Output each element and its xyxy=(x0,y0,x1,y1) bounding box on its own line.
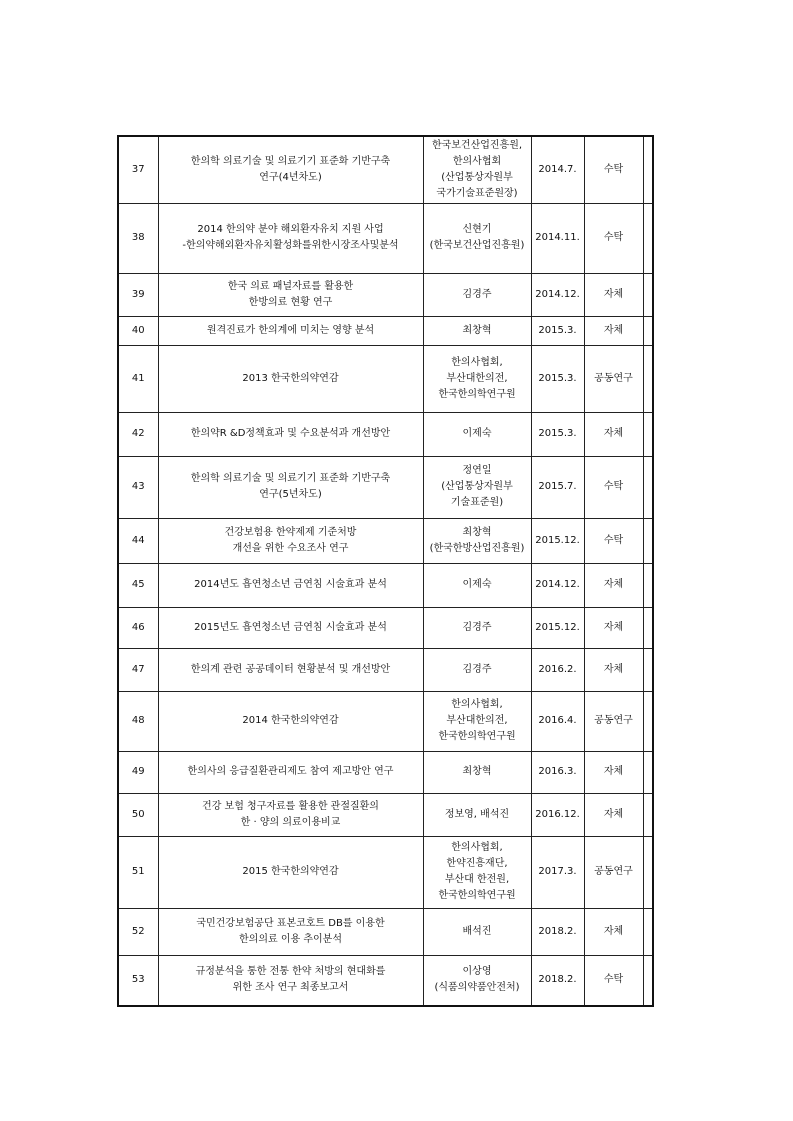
completion-date: 2015.7. xyxy=(531,456,584,518)
researcher-org-line: 이상영 xyxy=(462,966,492,978)
researcher-org-line: 김경주 xyxy=(462,288,492,300)
row-number: 50 xyxy=(118,793,158,836)
row-number: 44 xyxy=(118,518,158,563)
research-type: 공동연구 xyxy=(584,836,643,908)
project-title-line: 한의약R &D정책효과 및 수요분석과 개선방안 xyxy=(190,428,391,439)
completion-date: 2014.7. xyxy=(531,136,584,203)
project-title-line: 한방의료 현황 연구 xyxy=(248,296,333,308)
researcher-org xyxy=(423,412,531,456)
researcher-org-line: 김경주 xyxy=(462,663,492,675)
research-type: 자체 xyxy=(584,607,643,648)
table-row xyxy=(118,203,653,273)
researcher-org-line: 한약진흥재단, xyxy=(446,858,508,869)
researcher-org-line: 이제숙 xyxy=(462,428,492,439)
researcher-org-line: 최창혁 xyxy=(462,526,492,538)
researcher-org xyxy=(423,955,531,1006)
researcher-org-line: 기술표준원) xyxy=(450,497,504,508)
project-title-line: 국민건강보험공단 표본코호트 DB를 이용한 xyxy=(196,917,385,929)
project-title xyxy=(158,751,423,793)
extra-cell xyxy=(643,751,653,793)
row-number: 47 xyxy=(118,648,158,691)
project-title xyxy=(158,563,423,607)
project-title-line: 위한 조사 연구 최종보고서 xyxy=(232,982,349,994)
project-title xyxy=(158,412,423,456)
table-row xyxy=(118,136,653,203)
completion-date: 2018.2. xyxy=(531,908,584,955)
project-title xyxy=(158,273,423,316)
research-type: 자체 xyxy=(584,793,643,836)
table-row xyxy=(118,908,653,955)
completion-date: 2014.12. xyxy=(531,273,584,316)
extra-cell xyxy=(643,203,653,273)
research-type: 수탁 xyxy=(584,136,643,203)
extra-cell xyxy=(643,136,653,203)
researcher-org xyxy=(423,456,531,518)
researcher-org xyxy=(423,607,531,648)
research-type: 자체 xyxy=(584,412,643,456)
research-type: 공동연구 xyxy=(584,691,643,751)
researcher-org-line: (한국한방산업진흥원) xyxy=(429,542,525,554)
researcher-org xyxy=(423,518,531,563)
table-row xyxy=(118,691,653,751)
research-type: 공동연구 xyxy=(584,345,643,412)
completion-date: 2014.11. xyxy=(531,203,584,273)
project-title xyxy=(158,136,423,203)
completion-date: 2015.12. xyxy=(531,607,584,648)
researcher-org xyxy=(423,691,531,751)
completion-date: 2016.2. xyxy=(531,648,584,691)
researcher-org xyxy=(423,563,531,607)
researcher-org xyxy=(423,136,531,203)
extra-cell xyxy=(643,345,653,412)
researcher-org-line: 배석진 xyxy=(462,925,492,937)
research-type: 수탁 xyxy=(584,456,643,518)
extra-cell xyxy=(643,648,653,691)
project-title-line: 규정분석을 통한 전통 한약 처방의 현대화를 xyxy=(195,966,386,978)
row-number: 48 xyxy=(118,691,158,751)
project-title-line: 연구(4년차도) xyxy=(259,171,322,183)
researcher-org-line: (한국보건산업진흥원) xyxy=(429,240,525,251)
table-row xyxy=(118,412,653,456)
row-number: 49 xyxy=(118,751,158,793)
table-row xyxy=(118,518,653,563)
table-row xyxy=(118,751,653,793)
researcher-org-line: (식품의약품안전처) xyxy=(434,982,520,994)
table-row xyxy=(118,456,653,518)
extra-cell xyxy=(643,908,653,955)
researcher-org-line: 한의사협회, xyxy=(451,356,503,368)
table-row xyxy=(118,955,653,1006)
completion-date: 2016.12. xyxy=(531,793,584,836)
project-title-line: 건강보험용 한약제제 기준처방 xyxy=(224,526,357,538)
row-number: 53 xyxy=(118,955,158,1006)
researcher-org xyxy=(423,908,531,955)
research-type: 자체 xyxy=(584,648,643,691)
extra-cell xyxy=(643,691,653,751)
extra-cell xyxy=(643,412,653,456)
row-number: 46 xyxy=(118,607,158,648)
extra-cell xyxy=(643,316,653,345)
extra-cell xyxy=(643,456,653,518)
researcher-org-line: 정연일 xyxy=(462,465,492,476)
researcher-org xyxy=(423,316,531,345)
researcher-org xyxy=(423,203,531,273)
completion-date: 2017.3. xyxy=(531,836,584,908)
research-type: 수탁 xyxy=(584,955,643,1006)
project-title-line: 2014 한의약 분야 해외환자유치 지원 사업 xyxy=(197,224,384,235)
researcher-org-line: 김경주 xyxy=(462,621,492,633)
project-title-line: 한 · 양의 의료이용비교 xyxy=(240,816,341,828)
research-type: 수탁 xyxy=(584,203,643,273)
extra-cell xyxy=(643,607,653,648)
researcher-org-line: 한국한의학연구원 xyxy=(438,890,516,901)
researcher-org-line: 국가기술표준원장) xyxy=(436,187,518,199)
researcher-org xyxy=(423,751,531,793)
researcher-org xyxy=(423,345,531,412)
researcher-org xyxy=(423,648,531,691)
research-type: 자체 xyxy=(584,316,643,345)
table-row xyxy=(118,316,653,345)
project-title xyxy=(158,955,423,1006)
project-title xyxy=(158,518,423,563)
project-title xyxy=(158,691,423,751)
extra-cell xyxy=(643,273,653,316)
researcher-org-line: (산업통상자원부 xyxy=(441,481,513,492)
researcher-org xyxy=(423,793,531,836)
researcher-org-line: 최창혁 xyxy=(462,324,492,336)
row-number: 42 xyxy=(118,412,158,456)
research-type: 수탁 xyxy=(584,518,643,563)
researcher-org-line: 한의사협회, xyxy=(451,699,503,710)
project-title-line: 2013 한국한의약연감 xyxy=(242,372,339,384)
project-title-line: 한의의료 이용 추이분석 xyxy=(239,933,342,945)
table-row xyxy=(118,648,653,691)
researcher-org-line: 정보영, 배석진 xyxy=(444,808,510,820)
project-title-line: 2015 한국한의약연감 xyxy=(242,866,339,877)
completion-date: 2016.4. xyxy=(531,691,584,751)
row-number: 43 xyxy=(118,456,158,518)
project-title xyxy=(158,345,423,412)
row-number: 39 xyxy=(118,273,158,316)
completion-date: 2016.3. xyxy=(531,751,584,793)
project-title xyxy=(158,908,423,955)
researcher-org-line: 한국보건산업진흥원, xyxy=(431,139,523,151)
project-title-line: -한의약해외환자유치활성화를위한시장조사및분석 xyxy=(182,240,399,251)
project-title-line: 한의학 의료기술 및 의료기기 표준화 기반구축 xyxy=(190,155,391,167)
researcher-org-line: 신현기 xyxy=(462,224,492,235)
researcher-org-line: (산업통상자원부 xyxy=(441,171,513,183)
researcher-org-line: 부산대한의전, xyxy=(446,715,508,726)
researcher-org-line: 최창혁 xyxy=(462,766,492,777)
row-number: 45 xyxy=(118,563,158,607)
research-type: 자체 xyxy=(584,563,643,607)
project-title-line: 2014년도 흡연청소년 금연침 시술효과 분석 xyxy=(194,579,387,590)
completion-date: 2015.3. xyxy=(531,345,584,412)
row-number: 40 xyxy=(118,316,158,345)
researcher-org xyxy=(423,836,531,908)
table-row xyxy=(118,563,653,607)
table-row xyxy=(118,836,653,908)
completion-date: 2014.12. xyxy=(531,563,584,607)
completion-date: 2018.2. xyxy=(531,955,584,1006)
extra-cell xyxy=(643,563,653,607)
project-title-line: 한의사의 응급질환관리제도 참여 제고방안 연구 xyxy=(187,766,394,777)
project-title-line: 개선을 위한 수요조사 연구 xyxy=(232,542,349,554)
project-title xyxy=(158,456,423,518)
researcher-org-line: 한의사협회, xyxy=(451,842,503,853)
row-number: 51 xyxy=(118,836,158,908)
researcher-org-line: 한국한의학연구원 xyxy=(438,388,516,400)
project-title xyxy=(158,793,423,836)
researcher-org-line: 한국한의학연구원 xyxy=(438,731,516,742)
row-number: 38 xyxy=(118,203,158,273)
project-title xyxy=(158,607,423,648)
project-title-line: 2014 한국한의약연감 xyxy=(242,715,339,726)
extra-cell xyxy=(643,793,653,836)
row-number: 37 xyxy=(118,136,158,203)
project-title-line: 한의계 관련 공공데이터 현황분석 및 개선방안 xyxy=(190,663,391,675)
completion-date: 2015.3. xyxy=(531,412,584,456)
extra-cell xyxy=(643,518,653,563)
researcher-org-line: 부산대 한전원, xyxy=(444,874,510,885)
row-number: 52 xyxy=(118,908,158,955)
table-row xyxy=(118,273,653,316)
researcher-org-line: 한의사협회 xyxy=(452,155,502,167)
table-row xyxy=(118,345,653,412)
project-title-line: 연구(5년차도) xyxy=(259,489,322,500)
research-type: 자체 xyxy=(584,273,643,316)
project-title-line: 건강 보험 청구자료를 활용한 관절질환의 xyxy=(202,800,379,812)
research-table xyxy=(117,135,654,1007)
project-title-line: 한국 의료 패널자료를 활용한 xyxy=(227,280,354,292)
project-title-line: 원격진료가 한의계에 미치는 영향 분석 xyxy=(206,324,375,336)
project-title xyxy=(158,316,423,345)
researcher-org-line: 이제숙 xyxy=(462,579,492,590)
project-title xyxy=(158,203,423,273)
extra-cell xyxy=(643,836,653,908)
completion-date: 2015.3. xyxy=(531,316,584,345)
project-title-line: 2015년도 흡연청소년 금연침 시술효과 분석 xyxy=(194,621,387,633)
research-type: 자체 xyxy=(584,751,643,793)
row-number: 41 xyxy=(118,345,158,412)
table-body xyxy=(118,136,653,1006)
completion-date: 2015.12. xyxy=(531,518,584,563)
researcher-org-line: 부산대한의전, xyxy=(446,372,508,384)
project-title xyxy=(158,648,423,691)
table-row xyxy=(118,607,653,648)
researcher-org xyxy=(423,273,531,316)
project-title-line: 한의학 의료기술 및 의료기기 표준화 기반구축 xyxy=(190,473,391,484)
extra-cell xyxy=(643,955,653,1006)
research-type: 자체 xyxy=(584,908,643,955)
table-row xyxy=(118,793,653,836)
project-title xyxy=(158,836,423,908)
